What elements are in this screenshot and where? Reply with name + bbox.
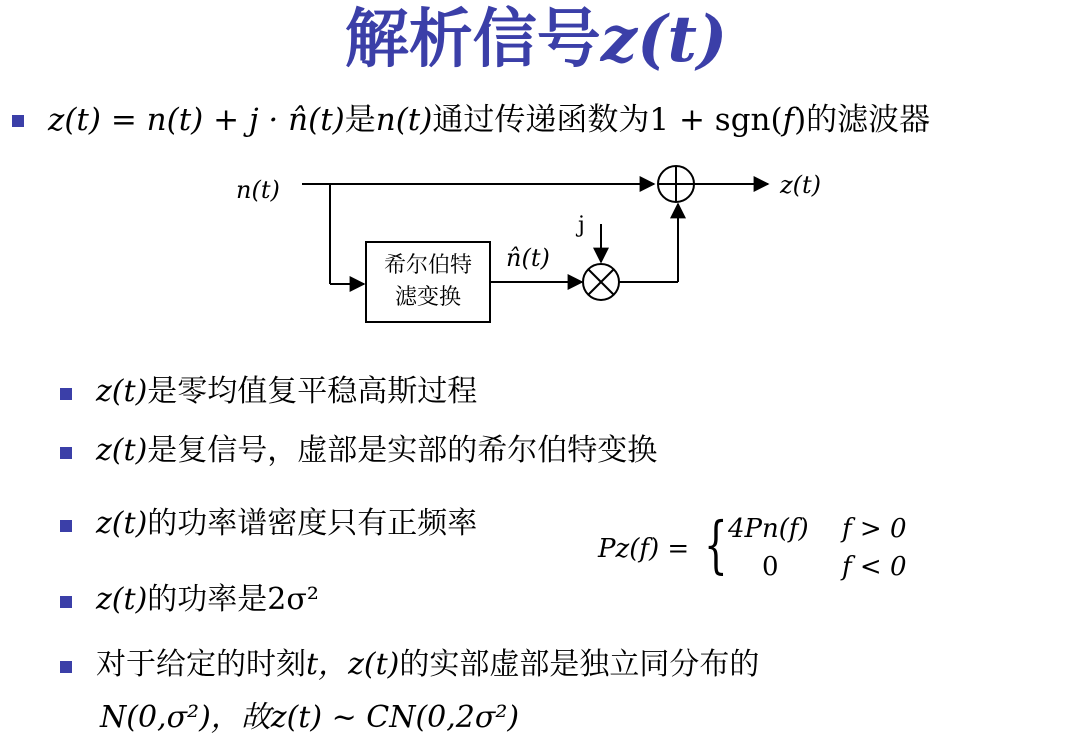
list-item [96,645,759,685]
top-bullet-mid-text: 是 [344,102,376,138]
hilbert-output-label: n̂(t) [506,244,550,272]
bullet-marker [60,447,72,459]
top-bullet-math3: f [782,102,795,138]
top-bullet-math: z(t) = n(t) + j · n̂(t) [48,102,345,138]
list-item [96,580,319,620]
list-item-math-t: t， [306,647,349,682]
list-item [96,372,477,412]
formula-lhs: Pz(f) = [598,534,690,564]
output-label: z(t) [780,171,822,199]
formula-case2-value: 0 [762,552,779,582]
list-item-math: z(t) [348,647,400,682]
bullet-marker [60,661,72,673]
slide-title-text: 解析信号 [344,3,601,77]
formula-case1-cond: f > 0 [842,514,907,544]
list-item [96,504,477,544]
list-item-text: 的功率谱密度只有正频率 [147,506,478,541]
list-item-text: 的功率是2σ² [147,582,319,617]
formula-case1-value: 4Pn(f) [728,514,809,544]
formula-brace: { [704,508,728,581]
input-label: n(t) [236,176,280,204]
formula-case2-cond: f < 0 [842,552,907,582]
top-bullet-math2: n(t) [375,102,433,138]
list-item-math: z(t) [96,582,148,617]
list-item-math: z(t) [96,374,148,409]
list-item [96,431,657,471]
list-item-text: 是复信号，虚部是实部的希尔伯特变换 [147,433,658,468]
bullet-marker [60,520,72,532]
psd-formula [598,510,928,590]
bullet-marker [60,388,72,400]
list-item-math: z(t) [96,506,148,541]
j-label: j [578,213,585,238]
slide-title-math: z(t) [600,2,728,77]
list-item-text-before: 对于给定的时刻 [96,647,306,682]
filter-label-line1: 希尔伯特 [383,253,473,278]
filter-label-line2: 滤变换 [394,285,462,310]
list-item-text: 是零均值复平稳高斯过程 [147,374,478,409]
bullet-marker [60,596,72,608]
list-item-continuation [100,698,519,738]
list-item-line2: N(0,σ²)，故z(t) ~ CN(0,2σ²) [100,700,520,735]
list-item-math: z(t) [96,433,148,468]
top-bullet-end: )的滤波器 [794,102,931,138]
top-bullet-body: 通过传递函数为1 + sgn( [432,102,783,138]
list-item-text-after: 的实部虚部是独立同分布的 [399,647,760,682]
